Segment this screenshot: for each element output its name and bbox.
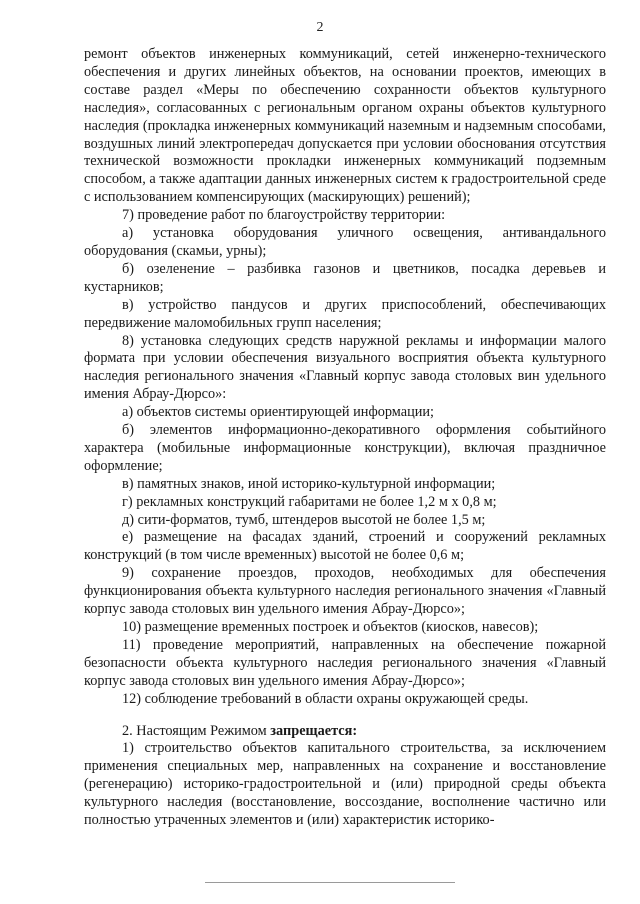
section-2-item-1: 1) строительство объектов капитального строительства, за исключением применения специальных мер, направленных на сохранение и восстановление (регенерацию) историко-градостроительной и (или) природной среды объекта культурного наследия (восстановление, воссоздание, восполнение частично или полностью утраченных элементов и (или) характеристик историко- <box>84 740 606 829</box>
paragraph-item-7v: в) устройство пандусов и других приспособлений, обеспечивающих передвижение маломобильных групп населения; <box>84 296 606 331</box>
paragraph-item-10: 10) размещение временных построек и объектов (киосков, навесов); <box>122 619 539 635</box>
section-gap <box>84 709 606 723</box>
paragraph-item-8g: г) рекламных конструкций габаритами не более 1,2 м х 0,8 м; <box>122 493 497 510</box>
document-body <box>84 46 606 830</box>
paragraph-item-8d: д) сити-форматов, тумб, штендеров высотой не более 1,5 м; <box>122 511 486 528</box>
paragraph-item-9: 9) сохранение проездов, проходов, необходимых для обеспечения функционирования объекта культурного наследия регионального значения «Главный корпус завода столовых вин удельного имения Абрау-Дюрсо»; <box>84 565 606 618</box>
bottom-rule <box>205 882 455 883</box>
paragraph-item-8a: а) объектов системы ориентирующей информации; <box>122 404 435 421</box>
page-number: 2 <box>316 20 324 35</box>
paragraph-item-7a: а) установка оборудования уличного освещения, антивандального оборудования (скамьи, урны); <box>84 225 606 259</box>
paragraph-item-8: 8) установка следующих средств наружной рекламы и информации малого формата при условии обеспечения визуального восприятия объекта культурного наследия регионального значения «Главный корпус завода столовых вин удельного имения Абрау-Дюрсо»: <box>84 332 606 403</box>
paragraph-item-11: 11) проведение мероприятий, направленных на обеспечение пожарной безопасности объекта культурного наследия регионального значения «Главный корпус завода столовых вин удельного имения Абрау-Дюрсо»; <box>84 636 606 689</box>
paragraph-item-8e: е) размещение на фасадах зданий, строений и сооружений рекламных конструкций (в том числе временных) высотой не более 0,6 м; <box>84 529 606 564</box>
paragraph-item-12: 12) соблюдение требований в области охраны окружающей среды. <box>122 690 529 707</box>
paragraph-continuation: ремонт объектов инженерных коммуникаций, сетей инженерно-технического обеспечения и других линейных объектов, на основании проектов, имеющих в составе раздел «Меры по обеспечению сохранности объектов культурного наследия», согласованных с региональным органом охраны объектов культурного наследия (прокладка инженерных коммуникаций наземным и надземным способами, воздушных линий электропередач допускается при условии обоснования отсутствия технической возможности прокладки инженерных коммуникаций подземным способом, а также адаптации данных инженерных систем к градостроительной среде с использованием компенсирующих (маскирующих) решений); <box>84 46 606 206</box>
paragraph-item-7: 7) проведение работ по благоустройству территории: <box>122 207 446 224</box>
section-2-bold-word: запрещается: <box>270 722 358 739</box>
paragraph-item-7b: б) озеленение – разбивка газонов и цветников, посадка деревьев и кустарников; <box>84 260 606 295</box>
section-2-lead: 2. Настоящим Режимом <box>122 722 271 739</box>
paragraph-item-8b: б) элементов информационно-декоративного оформления событийного характера (мобильные информационные конструкции), включая праздничное оформление; <box>84 422 606 474</box>
section-2-heading <box>84 723 606 741</box>
paragraph-item-8v: в) памятных знаков, иной историко-культурной информации; <box>122 475 496 492</box>
